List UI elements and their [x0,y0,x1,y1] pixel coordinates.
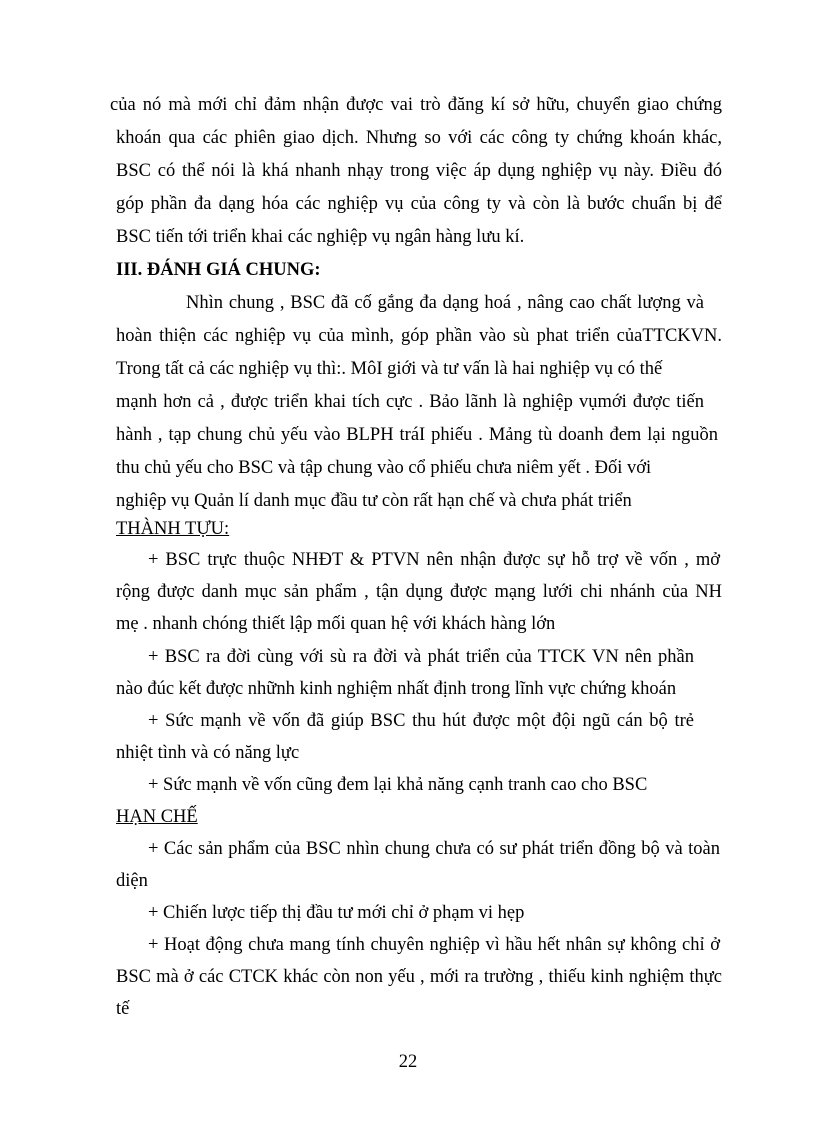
achievements-heading: THÀNH TỰU: [116,519,230,539]
paragraph-2-line: mạnh hơn cả , được triển khai tích cực . Bảo lãnh là nghiệp vụmới được tiến [116,392,704,412]
limitation-item-line: + Chiến lược tiếp thị đầu tư mới chỉ ở phạm vi hẹp [148,903,525,923]
paragraph-1-line: của nó mà mới chỉ đảm nhận được vai trò đăng kí sở hữu, chuyển giao chứng [110,95,722,115]
achievement-item-line: mẹ . nhanh chóng thiết lập mối quan hệ với khách hàng lớn [116,614,556,634]
paragraph-2-line: Nhìn chung , BSC đã cố gắng đa dạng hoá , nâng cao chất lượng và [186,293,704,313]
paragraph-1-line: BSC tiến tới triển khai các nghiệp vụ ngân hàng lưu kí. [116,227,525,247]
paragraph-1-line: khoán qua các phiên giao dịch. Nhưng so với các công ty chứng khoán khác, [116,128,722,148]
paragraph-1-line: BSC có thể nói là khá nhanh nhạy trong việc áp dụng nghiệp vụ này. Điều đó [116,161,722,181]
achievement-item-line: nhiệt tình và có năng lực [116,743,300,763]
achievement-item-line: + BSC trực thuộc NHĐT & PTVN nên nhận được sự hỗ trợ về vốn , mở [148,550,720,570]
page-number: 22 [398,1052,418,1072]
achievement-item-line: + BSC ra đời cùng với sù ra đời và phát triển của TTCK VN nên phần [148,647,694,667]
paragraph-2-line: hành , tạp chung chủ yếu vào BLPH tráI phiếu . Mảng tù doanh đem lại nguồn [116,425,718,445]
paragraph-1-line: góp phần đa dạng hóa các nghiệp vụ của công ty và còn là bước chuẩn bị để [116,194,722,214]
limitation-item-line: diện [116,871,148,891]
section-heading: III. ĐÁNH GIÁ CHUNG: [116,260,321,280]
achievement-item-line: + Sức mạnh về vốn cũng đem lại khả năng cạnh tranh cao cho BSC [148,775,648,795]
limitation-item-line: BSC mà ở các CTCK khác còn non yếu , mới ra trường , thiếu kinh nghiệm thực [116,967,722,987]
limitation-item-line: + Các sản phẩm của BSC nhìn chung chưa có sư phát triển đồng bộ và toàn [148,839,720,859]
paragraph-2-line: hoàn thiện các nghiệp vụ của mình, góp phần vào sù phat triển củaTTCKVN. [116,326,722,346]
paragraph-2-line: thu chủ yếu cho BSC và tập chung vào cổ phiếu chưa niêm yết . Đối với [116,458,652,478]
achievement-item-line: + Sức mạnh về vốn đã giúp BSC thu hút được một đội ngũ cán bộ trẻ [148,711,694,731]
achievement-item-line: rộng được danh mục sản phẩm , tận dụng được mạng lưới chi nhánh của NH [116,582,722,602]
paragraph-2-line: Trong tất cả các nghiệp vụ thì:. MôI giới và tư vấn là hai nghiệp vụ có thế [116,359,663,379]
achievement-item-line: nào đúc kết được nhữnh kinh nghiệm nhất định trong lĩnh vực chứng khoán [116,679,677,699]
limitation-item-line: + Hoạt động chưa mang tính chuyên nghiệp vì hầu hết nhân sự không chỉ ở [148,935,720,955]
limitation-item-line: tế [116,999,130,1019]
limitations-heading: HẠN CHẾ [116,807,198,827]
paragraph-2-line: nghiệp vụ Quản lí danh mục đầu tư còn rất hạn chế và chưa phát triển [116,491,632,511]
